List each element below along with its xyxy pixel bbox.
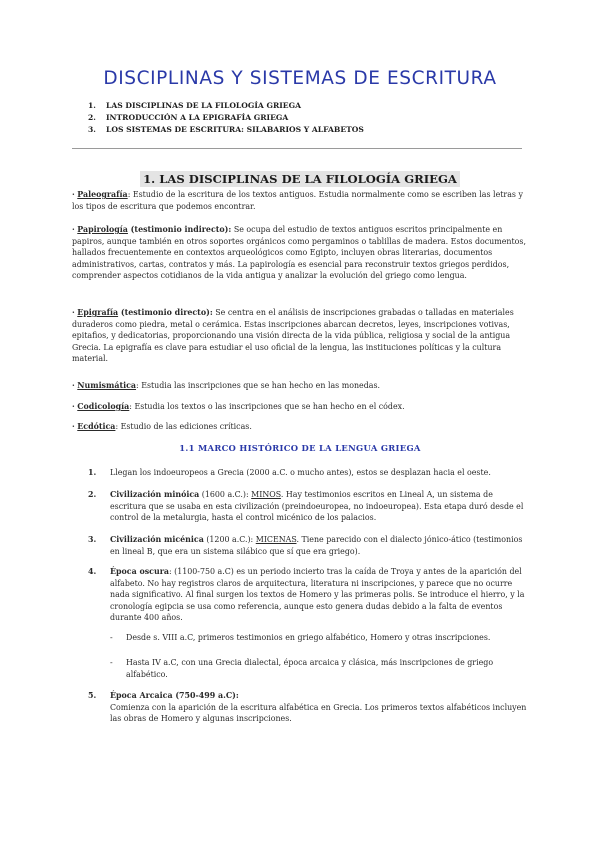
toc-item: 2. INTRODUCCIÓN A LA EPIGRAFÍA GRIEGA [88, 112, 289, 122]
term-paleografia: Paleografía [77, 190, 128, 199]
sub-list-item: - Hasta IV a.C, con una Grecia dialectal, época arcaica y clásica, más inscripciones de griego alfabético. [110, 658, 494, 679]
term-codicologia: Codicología [77, 402, 130, 411]
term-ecdotica: Ecdótica [77, 422, 116, 431]
term-papirologia: Papirología [77, 225, 128, 234]
table-of-contents [88, 100, 364, 135]
toc-item: 3. LOS SISTEMAS DE ESCRITURA: SILABARIOS Y ALFABETOS [88, 124, 364, 134]
list-item: 3. Civilización micénica (1200 a.C.): MICENAS. Tiene parecido con el dialecto jónico-ático (testimonios en lineal B, que era un sistema silábico que sí que era griego). [88, 535, 523, 556]
paragraph-papirologia: · Papirología (testimonio indirecto): Se ocupa del estudio de textos antiguos escritos principalmente en papiros, aunque también en otros soportes orgánicos como pergaminos o tablillas de madera. Estos documentos, hallados frecuentemente en contextos arqueológicos como Egipto, incluyen obras literarias, documentos administrativos, cartas, contratos y más. La papirología es esencial para reconstruir textos griegos perdidos, comprender aspectos cotidianos de la vida antigua y analizar la evolución del griego como lengua. [72, 225, 526, 281]
paragraph-numismatica: · Numismática: Estudia las inscripciones que se han hecho en las monedas. [72, 381, 381, 390]
list-item: 5. Época Arcaica (750-499 a.C): Comienza con la aparición de la escritura alfabética en Grecia. Los primeros textos alfabéticos incluyen las obras de Homero y algunas inscripciones. [88, 691, 527, 724]
term-numismatica: Numismática [77, 381, 137, 390]
page-title: DISCIPLINAS Y SISTEMAS DE ESCRITURA [103, 68, 497, 89]
section-heading: 1. LAS DISCIPLINAS DE LA FILOLOGÍA GRIEGA [0, 160, 600, 189]
sub-list-item: - Desde s. VIII a.C, primeros testimonios en griego alfabético, Homero y otras inscripciones. [110, 633, 491, 642]
list-item: 1. Llegan los indoeuropeos a Grecia (2000 a.C. o mucho antes), estos se desplazan hacia el oeste. [88, 468, 491, 477]
paragraph-paleografia: · Paleografía: Estudio de la escritura de los textos antiguos. Estudia normalmente como se escriben las letras y los tipos de escritura que podemos encontrar. [72, 190, 523, 211]
toc-item: 1. LAS DISCIPLINAS DE LA FILOLOGÍA GRIEGA [88, 101, 301, 110]
horizontal-divider [72, 148, 522, 149]
paragraph-codicologia: · Codicología: Estudia los textos o las inscripciones que se han hecho en el códex. [72, 402, 405, 411]
paragraph-epigrafia: · Epigrafía (testimonio directo): Se centra en el análisis de inscripciones grabadas o talladas en materiales duraderos como piedra, metal o cerámica. Estas inscripciones abarcan decretos, leyes, inscripciones votivas, epitafios, y dedicatorias, proporcionando una visión directa de la vida pública, religiosa y social de la antigua Grecia. La epigrafía es clave para estudiar el uso oficial de la lengua, las instituciones políticas y la cultura material. [72, 308, 514, 364]
term-epigrafia: Epigrafía [77, 308, 119, 317]
subsection-heading: 1.1 MARCO HISTÓRICO DE LA LENGUA GRIEGA [179, 443, 421, 453]
list-item: 4. Época oscura: (1100-750 a.C) es un periodo incierto tras la caída de Troya y antes de la aparición del alfabeto. No hay registros claros de arquitectura, literatura ni inscripciones, y parece que no ocurre nada significativo. Al final surgen los textos de Homero y las primeras polis. Se introduce el hierro, y la cronología egipcia se usa como referencia, aunque esto genera dudas debido a la falta de eventos durante 400 años. [88, 567, 525, 623]
list-item: 2. Civilización minóica (1600 a.C.): MINOS. Hay testimonios escritos en Lineal A, un sistema de escritura que se usaba en esta civilización (preindoeuropea, no indoeuropea). Esta etapa duró desde el control de la metalurgia, hasta el control micénico de los palacios. [88, 490, 524, 523]
paragraph-ecdotica: · Ecdótica: Estudio de las ediciones críticas. [72, 422, 252, 431]
